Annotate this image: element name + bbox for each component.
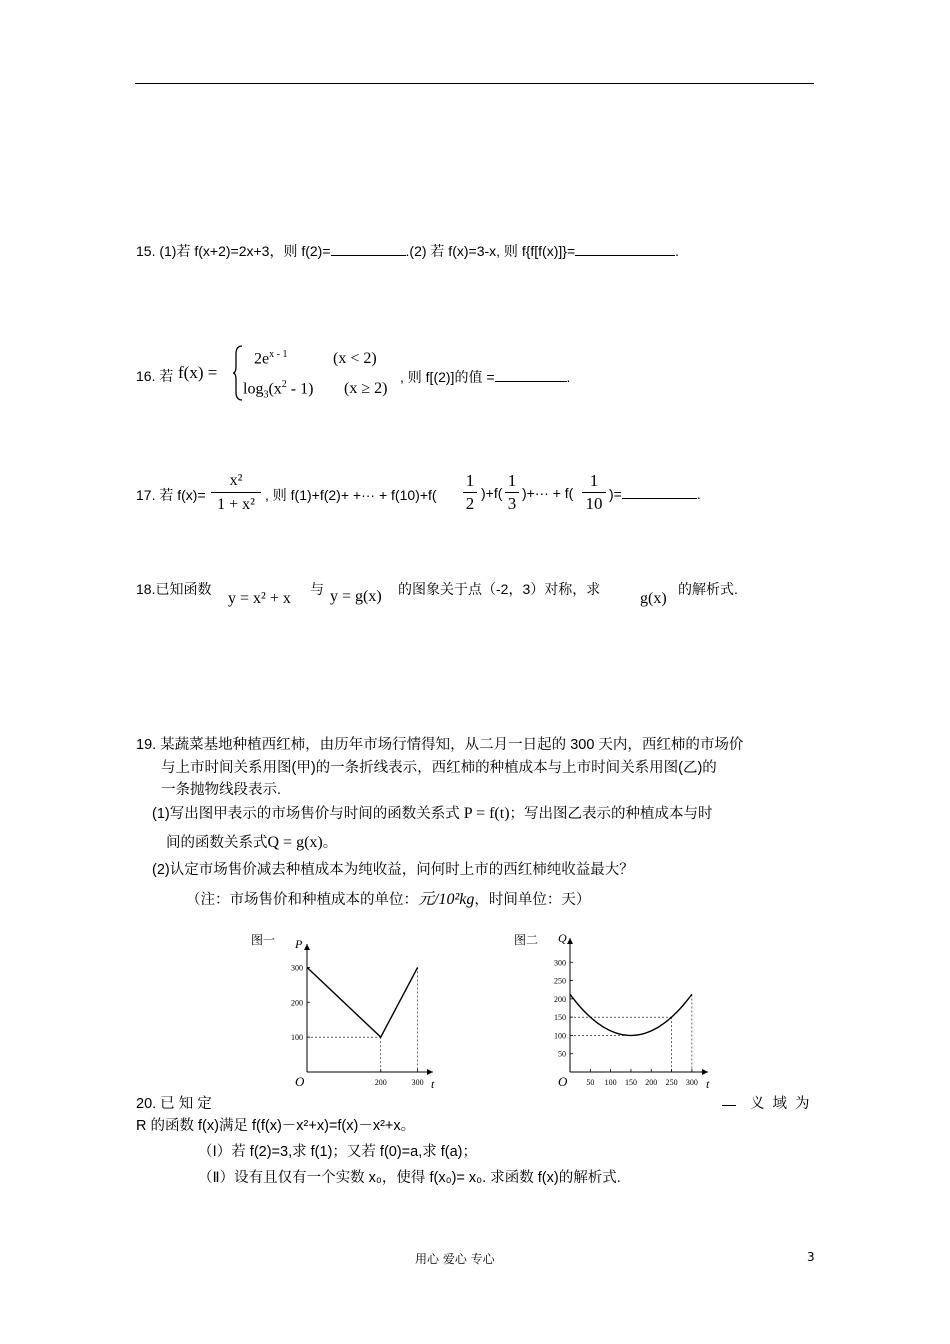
q17-frac-3: [582, 470, 606, 515]
q19-sub1: [152, 802, 713, 823]
q18-eq1: y = x² + x: [228, 590, 291, 607]
q17-mid3: )+··· + f(: [522, 485, 574, 501]
q17-mid1: , 则 f(1)+f(2)+ +··· + f(10)+f(: [265, 487, 437, 503]
q17-mid4-text: )=: [609, 486, 622, 502]
y-axis-label: P: [295, 937, 303, 951]
q19-eq-p: P = f(t): [463, 805, 510, 822]
origin-label: O: [558, 1074, 568, 1089]
q18-eq2: y = g(x): [330, 588, 382, 605]
q17-f2-den: 3: [507, 494, 517, 513]
origin-label: O: [295, 1074, 305, 1089]
q18-mid: 与: [310, 581, 324, 597]
header-rule: [135, 83, 814, 84]
x-axis-label: t: [706, 1077, 710, 1091]
q19-note-unit: 元/10²kg: [418, 891, 475, 908]
x-axis-arrow: [427, 1069, 433, 1075]
q19-sub1a: (1)写出图甲表示的市场售价与时间的函数关系式: [152, 806, 460, 822]
q19-note-b: ，时间单位：天）: [474, 892, 591, 908]
q19-sub1c: 间的函数关系式: [166, 835, 268, 851]
q19-note-a: （注：市场售价和种植成本的单位：: [186, 892, 418, 908]
q17-f3-num: 1: [582, 470, 606, 493]
y-tick-label: 150: [554, 1013, 566, 1023]
q20-part1: （Ⅰ）若 f(2)=3,求 f(1)；又若 f(0)=a,求 f(a)；: [198, 1144, 478, 1160]
y-tick-label: 200: [291, 998, 303, 1008]
q16-suffix: [400, 367, 570, 387]
q16-case2: [243, 379, 313, 401]
q17-mid2: )+f(: [481, 485, 503, 501]
q16-end: .: [566, 369, 571, 385]
q17-mid4: [609, 485, 701, 502]
q19-line1: 19. 某蔬菜基地种植西红柿，由历年市场行情得知，从二月一日起的 300 天内，西红柿的市场价: [136, 737, 744, 753]
q18-eq3: g(x): [640, 590, 667, 607]
y-tick-label: 50: [558, 1049, 566, 1059]
q16-case2-arg2: - 1): [286, 380, 314, 398]
y-axis-arrow: [567, 938, 573, 944]
x-tick-label: 100: [604, 1078, 617, 1087]
y-axis-label: Q: [558, 931, 567, 945]
y-tick-label: 100: [291, 1033, 303, 1043]
x-tick-label: 150: [624, 1078, 637, 1087]
x-axis-arrow: [702, 1069, 708, 1075]
q17-f2-num: 1: [505, 470, 519, 493]
q19-sub1-line2: [166, 831, 337, 852]
q16-case1-cond: (x < 2): [333, 350, 377, 367]
q15-part2: .(2) 若 f(x)=3-x, 则 f{f[f(x)]}=: [405, 243, 576, 259]
q16-case1: [254, 349, 287, 368]
x-tick-label: 200: [374, 1078, 387, 1087]
q19-sub2: (2)认定市场售价减去种植成本为纯收益，问何时上市的西红柿纯收益最大？: [152, 862, 634, 878]
q16-case1-expr: 2e: [254, 350, 270, 368]
q16-blank: [495, 368, 567, 382]
q20-part2: （Ⅱ）设有且仅有一个实数 x₀，使得 f(x₀)= x₀. 求函数 f(x)的解析式.: [198, 1170, 621, 1186]
question-15: [136, 241, 679, 261]
q18-mid2: 的图象关于点（-2，3）对称，求: [398, 581, 601, 597]
q18-prefix: 18.已知函数: [136, 581, 212, 597]
q20-line1b: 义 域 为: [750, 1096, 812, 1112]
chart-figure-2: [508, 922, 718, 1100]
q20-blank-gap: [722, 1092, 736, 1110]
q15-blank-2: [575, 242, 675, 256]
y-tick-label: 200: [554, 994, 566, 1004]
q16-prefix: 16. 若: [136, 368, 174, 384]
chart-figure-1: [245, 922, 445, 1100]
q19-line3: 一条抛物线段表示.: [161, 782, 282, 798]
q17-frac-2: [505, 470, 519, 515]
q17-frac-num: x²: [211, 470, 261, 493]
q15-blank-1: [331, 242, 406, 256]
q17-prefix: 17. 若 f(x)=: [136, 487, 206, 503]
q16-case2-cond: (x ≥ 2): [344, 380, 388, 397]
x-tick-label: 300: [411, 1078, 424, 1087]
y-axis-arrow: [304, 944, 310, 950]
q17-frac-1: [463, 470, 477, 515]
chart-title: 图二: [514, 933, 539, 947]
q16-case2-sub: 3: [263, 389, 269, 401]
chart-title: 图一: [251, 933, 276, 947]
q17-blank: [622, 485, 697, 499]
q16-case2-sup: 2: [281, 379, 287, 390]
x-tick-label: 300: [685, 1078, 698, 1087]
q20-line2: R 的函数 f(x)满足 f(f(x)－x²+x)=f(x)－x²+x。: [136, 1118, 416, 1134]
q17-f1-num: 1: [463, 470, 477, 493]
y-tick-label: 300: [291, 963, 303, 973]
q19-sub1d: 。: [322, 835, 338, 851]
q17-f3-den: 10: [585, 494, 603, 513]
q16-case2-arg: (x: [268, 380, 282, 398]
q16-fx: f(x) =: [178, 363, 218, 382]
q19-eq-q: Q = g(x): [267, 834, 323, 851]
q17-end: .: [696, 486, 701, 502]
q19-note: [186, 886, 590, 909]
x-tick-label: 200: [645, 1078, 658, 1087]
y-tick-label: 250: [554, 976, 566, 986]
series-line: [307, 967, 418, 1037]
q20-line1a: 20. 已 知 定: [136, 1096, 212, 1112]
q17-f1-den: 2: [465, 494, 475, 513]
q16-case2-log: log: [243, 380, 264, 398]
footer-motto: 用心 爱心 专心: [415, 1252, 495, 1266]
y-tick-label: 300: [554, 958, 566, 968]
q19-line2: 与上市时间关系用图(甲)的一条折线表示，西红柿的种植成本与上市时间关系用图(乙)的: [161, 760, 717, 776]
y-tick-label: 100: [554, 1031, 566, 1041]
q15-end: .: [675, 243, 680, 259]
q19-sub1b: ；写出图乙表示的种植成本与时: [509, 806, 713, 822]
q17-main-fraction: [211, 470, 261, 517]
x-axis-label: t: [431, 1077, 435, 1091]
page-number: 3: [807, 1250, 815, 1264]
q16-case1-sup: x - 1: [269, 349, 288, 360]
q17-frac-den: 1 + x²: [217, 496, 255, 513]
q18-suffix: 的解析式.: [678, 581, 738, 597]
q16-suffix-text: , 则 f[(2)]的值 =: [400, 369, 495, 385]
x-tick-label: 50: [586, 1078, 595, 1087]
x-tick-label: 250: [665, 1078, 678, 1087]
q15-part1: 15. (1)若 f(x+2)=2x+3，则 f(2)=: [136, 243, 331, 259]
series-line: [570, 994, 692, 1035]
